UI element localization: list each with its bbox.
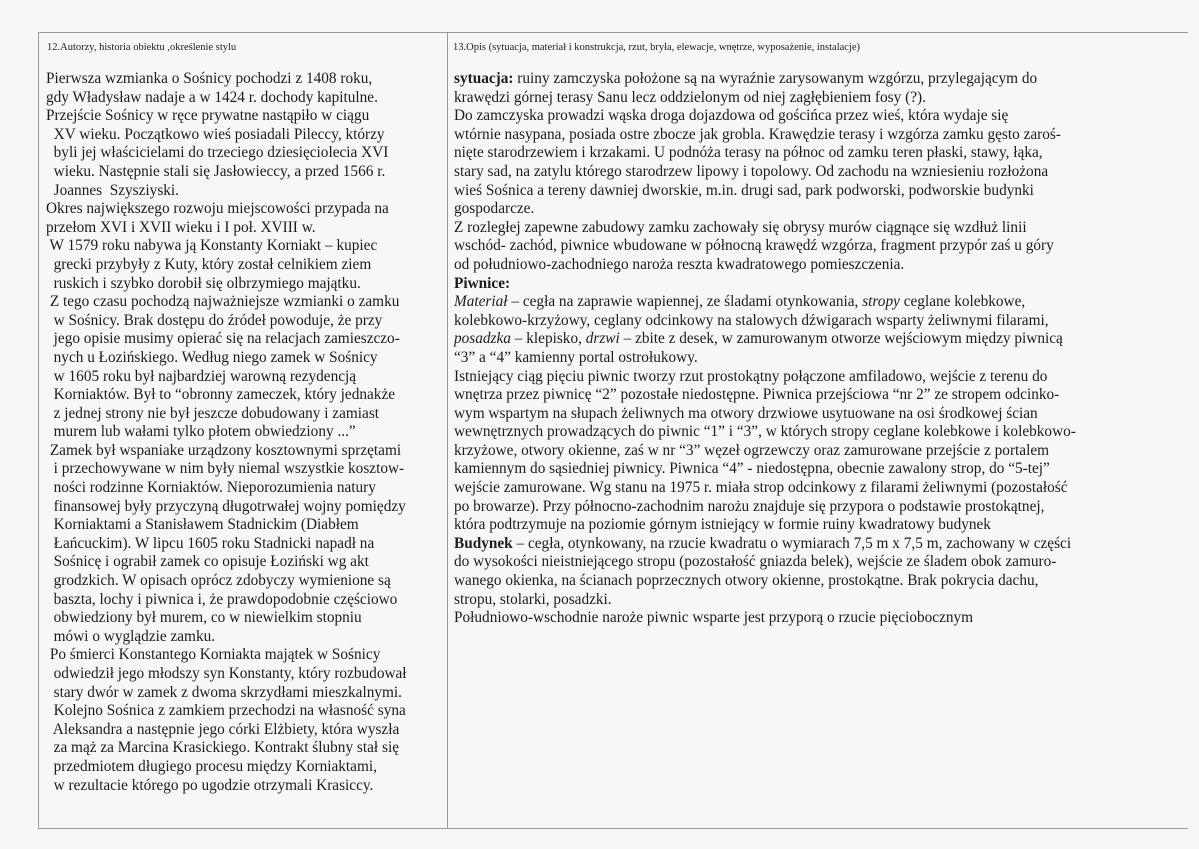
history-line: ności rodzinne Korniaktów. Nieporozumienia natury bbox=[46, 479, 376, 497]
piwnice-heading: Piwnice: bbox=[454, 274, 511, 292]
text-line: wtórnie nasypana, posiada ostre zbocze jak grobla. Krawędzie terasy i wzgórza zamku gęsto zaroś- bbox=[454, 125, 1061, 143]
text-line: Z rozległej zapewne zabudowy zamku zachowały się obrysy murów ciągnące się wzdłuż linii bbox=[454, 218, 1027, 236]
history-line: Joannes Szysziyski. bbox=[46, 181, 179, 199]
history-line: Pierwsza wzmianka o Sośnicy pochodzi z 1408 roku, bbox=[46, 70, 373, 87]
text-line: nięte starodrzewiem i krzakami. U podnóża terasy na północ od zamku teren płaski, stawy, łąka, bbox=[454, 144, 1043, 162]
history-line: Okres największego rozwoju miejscowości przypada na bbox=[46, 200, 389, 218]
description-column bbox=[454, 70, 1189, 628]
history-line: nych u Łozińskiego. Według niego zamek w Sośnicy bbox=[46, 348, 378, 366]
history-line: wieku. Następnie stali się Jasłowieccy, a przed 1566 r. bbox=[46, 162, 386, 180]
history-line: Kolejno Sośnica z zamkiem przechodzi na własność syna bbox=[46, 702, 406, 720]
history-line: W 1579 roku nabywa ją Konstanty Korniakt – kupiec bbox=[46, 237, 378, 255]
history-line: stary dwór w zamek z dwoma skrzydłami mieszkalnymi. bbox=[46, 683, 402, 701]
history-line: przedmiotem długiego procesu między Korniaktami, bbox=[46, 757, 377, 775]
history-line: Po śmierci Konstantego Korniakta majątek w Sośnicy bbox=[46, 646, 381, 664]
text-line: stropu, stolarki, posadzki. bbox=[454, 590, 612, 608]
history-line: gdy Władysław nadaje a w 1424 r. dochody kapitulne. bbox=[46, 88, 378, 106]
sytuacja-label: sytuacja: bbox=[454, 70, 514, 87]
history-line: Przejście Sośnicy w ręce prywatne nastąpiło w ciągu bbox=[46, 107, 370, 125]
text-line: kolebkowo-krzyżowy, ceglany odcinkowy na stalowych dźwigarach wsparty żeliwnymi filarami, bbox=[454, 311, 1049, 329]
text-line: sytuacja: ruiny zamczyska położone są na wyraźnie zarysowanym wzgórzu, przylegającym do bbox=[454, 70, 1038, 87]
history-line: Zamek był wspaniake urządzony kosztownymi sprzętami bbox=[46, 441, 402, 459]
text-line: “3” a “4” kamienny portal ostrołukowy. bbox=[454, 348, 698, 366]
history-line: Sośnicę i ograbił zamek co opisuje Łoziński wg akt bbox=[46, 553, 369, 571]
text-line: Istniejący ciąg pięciu piwnic tworzy rzut prostokątny połączone amfiladowo, wejście z terenu do bbox=[454, 367, 1048, 385]
history-line: grecki przybyły z Kuty, który został celnikiem ziem bbox=[46, 255, 372, 273]
history-line: jego opisie musimy opierać się na relacjach zamieszczo- bbox=[46, 330, 400, 348]
text-line: wieś Sośnica a tereny dawniej dworskie, m.in. drugi sad, park podworski, podworskie budynki bbox=[454, 181, 1034, 199]
history-line: przełom XVI i XVII wieku i I poł. XVIII w. bbox=[46, 218, 316, 236]
history-line: Z tego czasu pochodzą najważniejsze wzmianki o zamku bbox=[46, 293, 400, 311]
history-line: w Sośnicy. Brak dostępu do źródeł powoduje, że przy bbox=[46, 311, 383, 329]
frame-bottom-rule bbox=[38, 828, 1188, 829]
text-line: od południowo-zachodniego naroża reszta kwadratowego pomieszczenia. bbox=[454, 255, 905, 273]
text-line: kamiennym do sąsiedniej piwnicy. Piwnica “4” - niedostępna, obecnie zawalony strop, do “5-tej” bbox=[454, 460, 1050, 478]
text-line: po browarze). Przy północno-zachodnim narożu znajduje się przypora o podstawie prostokątnej, bbox=[454, 497, 1045, 515]
column-divider bbox=[447, 32, 448, 828]
history-line: obwiedziony był murem, co w niewielkim stopniu bbox=[46, 609, 362, 627]
history-line: Korniaktami a Stanisławem Stadnickim (Diabłem bbox=[46, 516, 359, 534]
history-line: mówi o wyglądzie zamku. bbox=[46, 627, 216, 645]
history-line: byli jej właścicielami do trzeciego dziesięciolecia XVI bbox=[46, 144, 389, 162]
history-line: Korniaktów. Był to “obronny zameczek, który jednakże bbox=[46, 386, 396, 404]
history-line: Łańcuckim). W lipcu 1605 roku Stadnicki napadł na bbox=[46, 534, 375, 552]
text-line: wschód- zachód, piwnice wbudowane w północną krawędź wzgórza, fragment przypór zaś u góry bbox=[454, 237, 1054, 255]
frame-top-rule bbox=[38, 32, 1188, 33]
text-line: gospodarcze. bbox=[454, 200, 535, 218]
text-line: posadzka – klepisko, drzwi – zbite z desek, w zamurowanym otworze wejściowym między piwnicą bbox=[454, 330, 1063, 348]
history-line: Aleksandra a następnie jego córki Elżbiety, która wyszła bbox=[46, 720, 400, 738]
budynek-label: Budynek bbox=[454, 534, 513, 552]
history-line: baszta, lochy i piwnica i, że prawdopodobnie częściowo bbox=[46, 590, 398, 608]
frame-left-rule bbox=[38, 32, 39, 828]
history-line: murem lub wałami tylko płotem obwiedziony ...” bbox=[46, 423, 356, 441]
history-line: w rezultacie którego po ugodzie otrzymali Krasiccy. bbox=[46, 776, 374, 794]
text-line: wnętrza przez piwnicę “2” pozostałe niedostępne. Piwnica przejściowa “nr 2” ze stropem odcinko- bbox=[454, 386, 1060, 404]
text-line: która podtrzymuje na poziomie górnym istniejący w formie ruiny kwadratowy budynek bbox=[454, 516, 991, 534]
section-13-header: 13.Opis (sytuacja, materiał i konstrukcja, rzut, bryła, elewacje, wnętrze, wyposażenie, instalacje) bbox=[453, 42, 861, 53]
text-line: Południowo-wschodnie naroże piwnic wsparte jest przyporą o rzucie pięciobocznym bbox=[454, 609, 974, 627]
text-line: wym wspartym na słupach żeliwnych ma otwory drzwiowe usytuowane na osi środkowej ścian bbox=[454, 404, 1038, 422]
text-line: Budynek – cegła, otynkowany, na rzucie kwadratu o wymiarach 7,5 m x 7,5 m, zachowany w części bbox=[454, 534, 1072, 552]
text-line: do wysokości nieistniejącego stropu (pozostałość gniazda belek), wejście ze śladem obok zamuro- bbox=[454, 553, 1057, 571]
history-line: i przechowywane w nim były niemal wszystkie kosztow- bbox=[46, 460, 405, 478]
history-line: za mąż za Marcina Krasickiego. Kontrakt ślubny stał się bbox=[46, 739, 399, 757]
text-line: wejście zamurowane. Wg stanu na 1975 r. miała strop odcinkowy z filarami żeliwnymi (pozostałość bbox=[454, 479, 1068, 497]
history-line: finansowej były przyczyną długotrwałej wojny pomiędzy bbox=[46, 497, 406, 515]
history-line: odwiedził jego młodszy syn Konstanty, który rozbudował bbox=[46, 665, 407, 682]
text-line: krawędzi górnej terasy Sanu lecz oddzielonym od niej zagłębieniem fosy (?). bbox=[454, 88, 926, 106]
history-line: XV wieku. Początkowo wieś posiadali Pileccy, którzy bbox=[46, 125, 385, 143]
text-line: Do zamczyska prowadzi wąska droga dojazdowa od gościńca przez wieś, która wydaje się bbox=[454, 107, 1009, 125]
history-column bbox=[46, 70, 443, 795]
text-line: wewnętrznych prowadzących do piwnic “1” i “3”, w których stropy ceglane kolebkowe i kolebkowo- bbox=[454, 423, 1076, 441]
history-line: ruskich i szybko dorobił się olbrzymiego majątku. bbox=[46, 274, 361, 292]
text-line: wanego okienka, na ścianach poprzecznych otwory okienne, prostokątne. Brak pokrycia dachu, bbox=[454, 572, 1039, 590]
section-12-header: 12.Autorzy, historia obiektu ,określenie stylu bbox=[47, 42, 237, 53]
history-line: w 1605 roku był najbardziej warowną rezydencją bbox=[46, 367, 357, 385]
history-line: z jednej strony nie był jeszcze dobudowany i zamiast bbox=[46, 404, 380, 422]
text-line: stary sad, na zatylu którego starodrzew lipowy i topolowy. Od zachodu na wzniesieniu rozłożona bbox=[454, 162, 1049, 180]
text-line: Materiał – cegła na zaprawie wapiennej, ze śladami otynkowania, stropy ceglane kolebkowe, bbox=[454, 293, 1026, 311]
history-line: grodzkich. W opisach oprócz zdobyczy wymienione są bbox=[46, 572, 391, 590]
text-line: krzyżowe, otwory okienne, zaś w nr “3” węzeł ogrzewczy oraz zamurowane przejście z portalem bbox=[454, 441, 1050, 459]
